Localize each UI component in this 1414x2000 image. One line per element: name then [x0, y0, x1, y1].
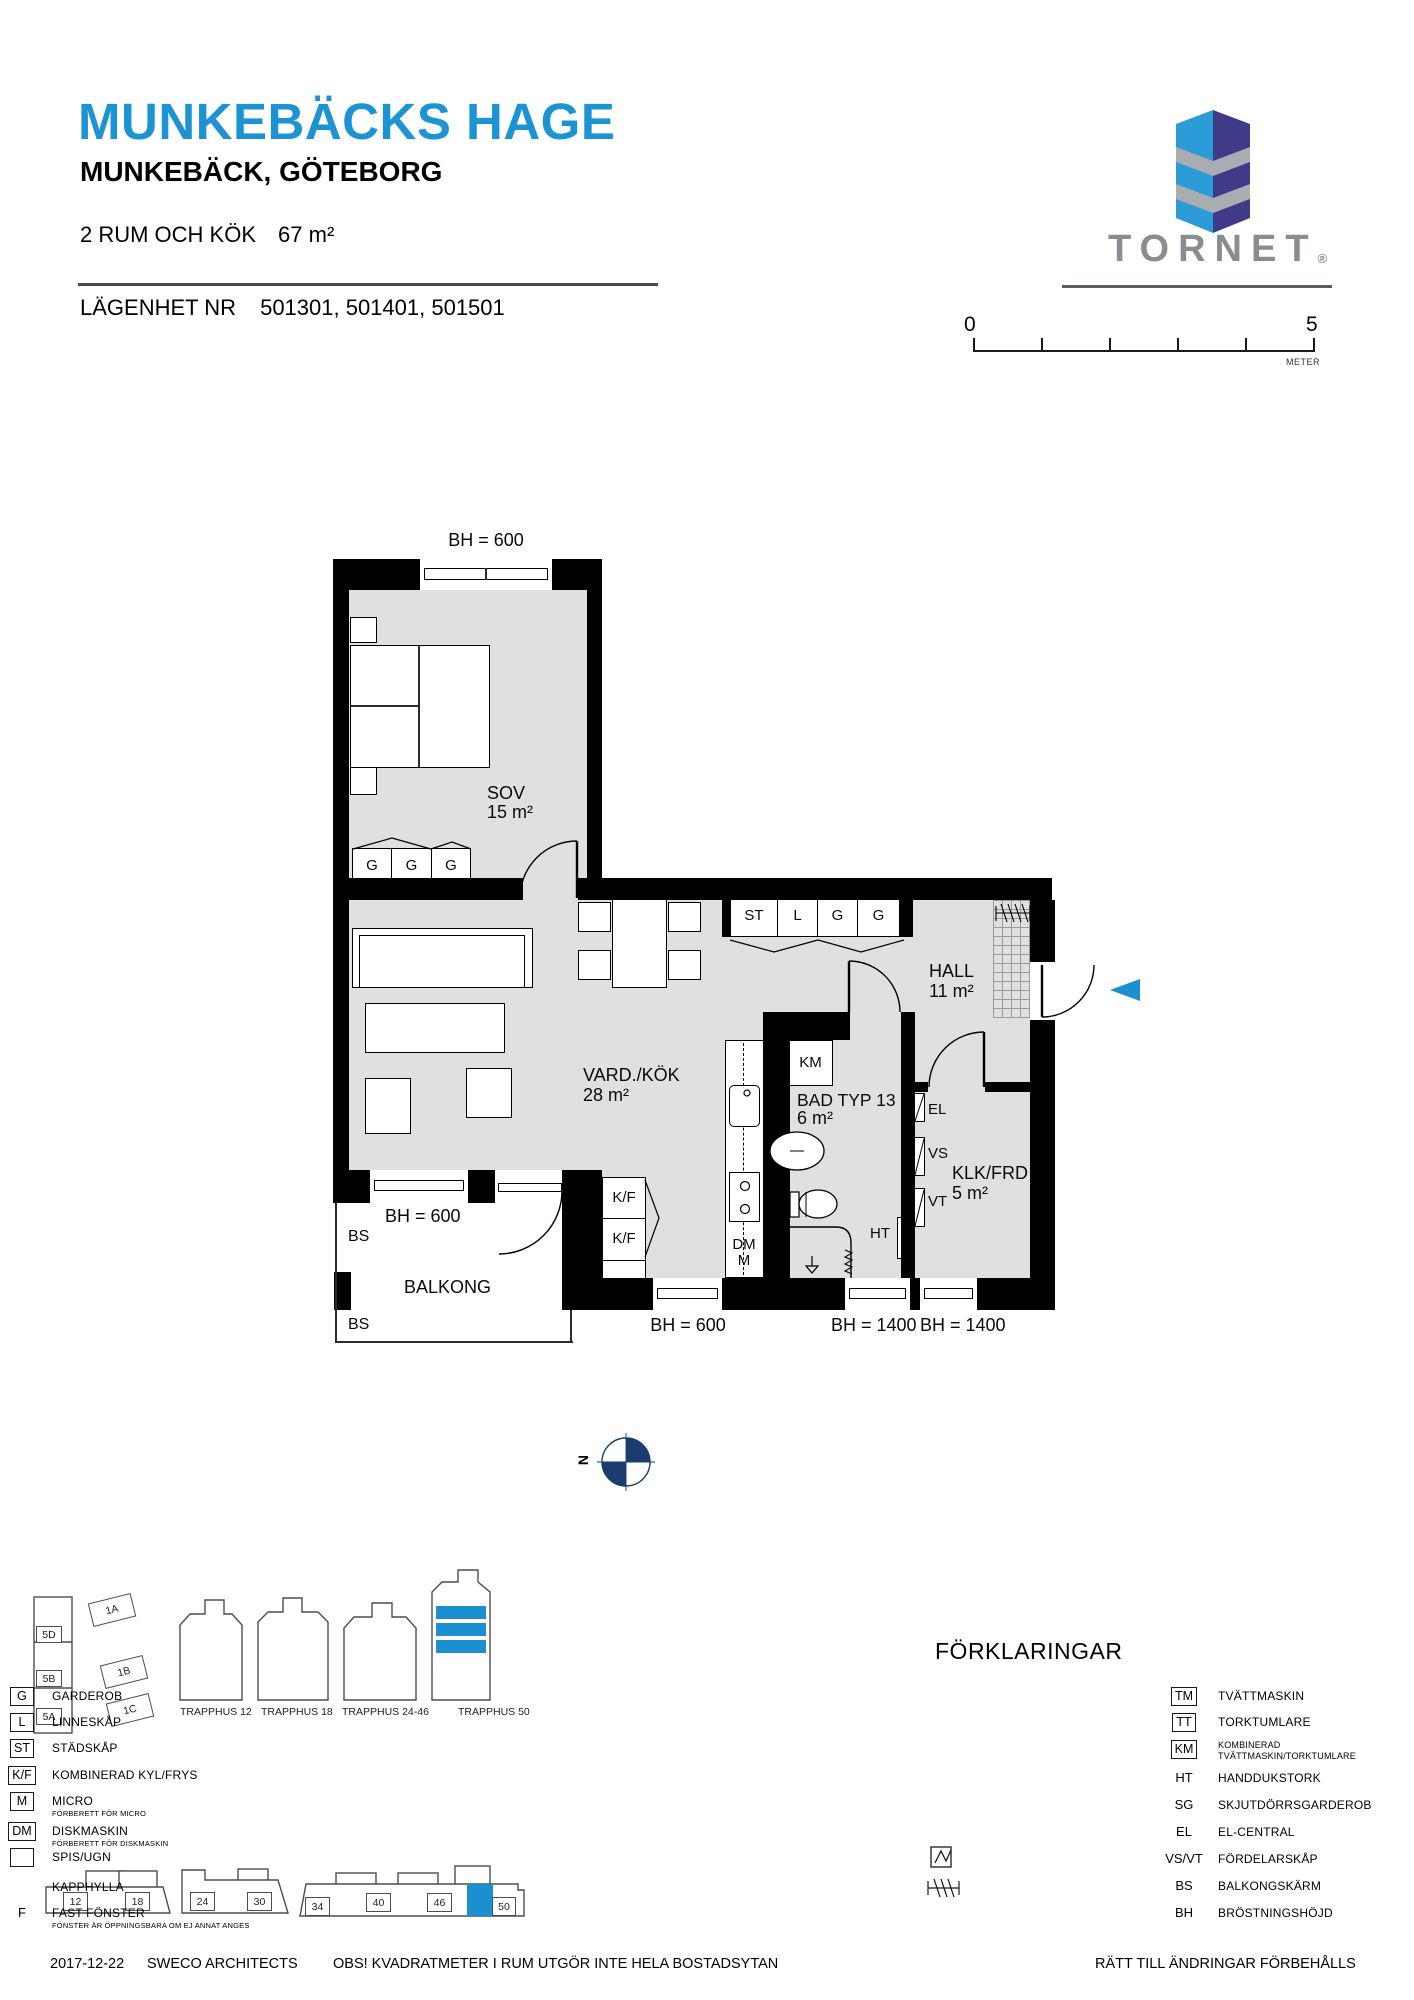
bh-label-balcony: BH = 600	[385, 1206, 461, 1226]
legend-code-bs: BS	[1175, 1878, 1193, 1893]
footer-firm: SWECO ARCHITECTS	[147, 1956, 298, 1972]
house-number-30: 30	[247, 1892, 272, 1911]
kf-label: K/F	[612, 1230, 636, 1247]
legend-label: SPIS/UGN	[52, 1850, 111, 1864]
closet-g-label: G	[872, 907, 885, 924]
legend-row-st	[0, 1739, 118, 1758]
trapphus-label-18: TRAPPHUS 18	[261, 1706, 333, 1718]
dm-label: DM	[732, 1236, 756, 1253]
legend-code-ht: HT	[1175, 1770, 1193, 1785]
legend-row-sg	[1158, 1796, 1372, 1812]
wardrobe-g-label: G	[445, 857, 457, 874]
legend-code-f: F	[18, 1905, 26, 1920]
legend-code-km: KM	[1171, 1740, 1198, 1759]
closet-l-label: L	[793, 907, 802, 924]
house-number-40: 40	[366, 1893, 391, 1912]
legend-label: SKJUTDÖRRSGARDEROB	[1218, 1798, 1372, 1812]
legend-row-tt	[1158, 1713, 1311, 1732]
room-area-bad: 6 m²	[797, 1108, 833, 1128]
house-number-18: 18	[125, 1892, 150, 1911]
bh-label-bath: BH = 1400	[831, 1315, 917, 1335]
vt-label: VT	[928, 1193, 948, 1210]
scale-zero: 0	[964, 313, 976, 336]
legend-row-kapphylla	[0, 1878, 124, 1894]
apartment-type: 2 RUM OCH KÖK	[80, 222, 257, 247]
footer-rights: RÄTT TILL ÄNDRINGAR FÖRBEHÅLLS	[1095, 1956, 1356, 1972]
legend-row-ht	[1158, 1769, 1321, 1785]
legend-label: FAST FÖNSTER	[52, 1906, 145, 1920]
legend-row-km	[1158, 1740, 1368, 1762]
legend-row-dm	[0, 1822, 168, 1848]
closet-st-label: ST	[744, 907, 764, 924]
registered-mark: ®	[1317, 251, 1328, 266]
legend-row-spis	[0, 1848, 111, 1867]
legend-row-kf	[0, 1766, 198, 1785]
legend-row-l	[0, 1713, 121, 1732]
house-number-50: 50	[492, 1897, 516, 1916]
scale-five: 5	[1306, 313, 1318, 336]
legend-row-m	[0, 1792, 146, 1818]
legend-label: DISKMASKIN	[52, 1824, 129, 1838]
room-area-klk: 5 m²	[952, 1183, 988, 1203]
room-name-balkong: BALKONG	[404, 1277, 492, 1297]
room-area-vardkok: 28 m²	[583, 1085, 630, 1105]
closet-g-label: G	[831, 907, 844, 924]
stove-icon-box	[10, 1848, 34, 1867]
el-label: EL	[928, 1101, 947, 1118]
legend-label: TVÄTTMASKIN	[1218, 1689, 1305, 1703]
m-label: M	[737, 1252, 751, 1269]
legend-code-tt: TT	[1172, 1713, 1196, 1732]
site-unit-1a: 1A	[88, 1593, 136, 1627]
vs-label: VS	[928, 1145, 949, 1162]
room-name-hall: HALL	[929, 961, 975, 981]
wardrobe-g-label: G	[405, 857, 418, 874]
apartment-area: 67 m²	[278, 222, 335, 247]
legend-label: STÄDSKÅP	[52, 1741, 118, 1755]
house-number-46: 46	[427, 1893, 452, 1912]
legend-row-tm	[1158, 1687, 1304, 1706]
legend-code-el: EL	[1176, 1824, 1192, 1839]
legend-title: FÖRKLARINGAR	[935, 1638, 1123, 1664]
legend-code-m: M	[10, 1792, 34, 1811]
bh-label-top: BH = 600	[448, 530, 524, 550]
legend-code-kf: K/F	[8, 1766, 35, 1785]
legend-label: HANDDUKSTORK	[1218, 1771, 1321, 1785]
legend-label: FÖRDELARSKÅP	[1218, 1852, 1318, 1866]
site-unit-5b: 5B	[36, 1670, 62, 1687]
kf-label: K/F	[612, 1189, 636, 1206]
legend-row-bh	[1158, 1904, 1333, 1920]
north-label: N	[575, 1454, 592, 1466]
room-name-klk: KLK/FRD	[952, 1163, 1029, 1183]
apartment-numbers: 501301, 501401, 501501	[260, 295, 505, 320]
room-area-hall: 11 m²	[929, 981, 974, 1001]
legend-label: MICRO	[52, 1794, 93, 1808]
legend-label: KAPPHYLLA	[52, 1880, 124, 1894]
legend-sublabel: FÖRBERETT FÖR DISKMASKIN	[52, 1839, 169, 1848]
legend-row-g	[0, 1687, 122, 1706]
house-number-24: 24	[190, 1892, 215, 1911]
legend-sublabel: FÖNSTER ÄR ÖPPNINGSBARA OM EJ ANNAT ANGES	[52, 1921, 250, 1930]
scale-unit: METER	[1286, 357, 1320, 367]
bh-label-klk: BH = 1400	[920, 1315, 1006, 1335]
page-subtitle: MUNKEBÄCK, GÖTEBORG	[80, 156, 443, 187]
legend-row-vsvt	[1158, 1850, 1318, 1866]
site-unit-1b: 1B	[100, 1655, 148, 1689]
legend-row-el	[1158, 1823, 1295, 1839]
room-name-sov: SOV	[487, 783, 526, 803]
ht-label: HT	[870, 1225, 890, 1242]
km-label: KM	[799, 1054, 822, 1071]
legend-code-st: ST	[10, 1739, 34, 1758]
apartment-number-label: LÄGENHET NR	[80, 295, 237, 320]
legend-label: KOMBINERAD KYL/FRYS	[52, 1768, 198, 1782]
bs-label: BS	[348, 1228, 370, 1245]
bs-label: BS	[348, 1316, 370, 1333]
legend-label: BALKONGSKÄRM	[1218, 1879, 1322, 1893]
house-number-34: 34	[305, 1897, 330, 1916]
legend-label: GARDEROB	[52, 1689, 123, 1703]
legend-code-sg: SG	[1174, 1797, 1194, 1812]
legend-code-g: G	[10, 1687, 34, 1706]
site-unit-1c: 1C	[106, 1693, 154, 1727]
legend-row-bs	[1158, 1877, 1321, 1893]
legend-code-l: L	[10, 1713, 34, 1732]
page-title: MUNKEBÄCKS HAGE	[78, 93, 616, 150]
legend-code-dm: DM	[8, 1822, 35, 1841]
legend-label: LINNESKÅP	[52, 1715, 122, 1729]
legend-label: TORKTUMLARE	[1218, 1715, 1311, 1729]
tornet-brand-text: TORNET	[1108, 228, 1318, 270]
legend-label: KOMBINERAD TVÄTTMASKIN/TORKTUMLARE	[1218, 1740, 1356, 1761]
site-unit-5a: 5A	[36, 1708, 62, 1725]
trapphus-label-12: TRAPPHUS 12	[180, 1706, 252, 1718]
trapphus-label-24-46: TRAPPHUS 24-46	[342, 1706, 429, 1718]
house-number-12: 12	[63, 1892, 88, 1911]
legend-label: EL-CENTRAL	[1218, 1825, 1295, 1839]
legend-code-vsvt: VS/VT	[1165, 1851, 1203, 1866]
legend-sublabel: FÖRBERETT FÖR MICRO	[52, 1809, 147, 1818]
trapphus-label-50: TRAPPHUS 50	[458, 1706, 530, 1718]
bh-label-bottom: BH = 600	[650, 1315, 726, 1335]
wardrobe-g-label: G	[366, 857, 378, 874]
legend-code-bh: BH	[1174, 1905, 1194, 1920]
legend-label: BRÖSTNINGSHÖJD	[1218, 1906, 1333, 1920]
room-area-sov: 15 m²	[487, 802, 534, 822]
footer-date: 2017-12-22	[50, 1956, 125, 1972]
room-name-vardkok: VARD./KÖK	[583, 1065, 680, 1085]
legend-code-tm: TM	[1171, 1687, 1197, 1706]
room-name-bad: BAD TYP 13	[797, 1090, 896, 1110]
footer-note: OBS! KVADRATMETER I RUM UTGÖR INTE HELA BOSTADSYTAN	[333, 1956, 779, 1972]
legend-row-f	[0, 1904, 250, 1930]
site-unit-5d: 5D	[36, 1626, 62, 1643]
